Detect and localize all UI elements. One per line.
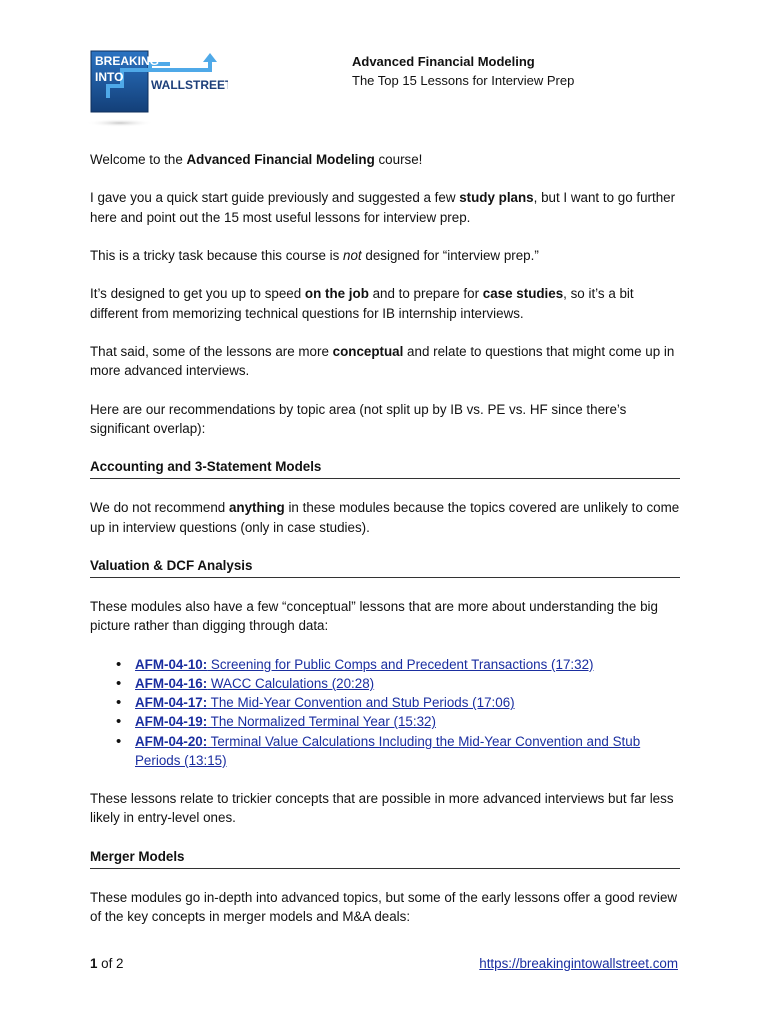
document-subtitle: The Top 15 Lessons for Interview Prep (352, 73, 575, 88)
paragraph-tricky-task: This is a tricky task because this course is not designed for “interview prep.” (90, 247, 539, 263)
paragraph-on-the-job: It’s designed to get you up to speed on the job and to prepare for case studies, so it’s a bit different from memorizing technical questions for IB internship interviews. (90, 286, 634, 321)
list-item (135, 674, 680, 693)
company-logo (88, 50, 228, 130)
paragraph-conceptual: That said, some of the lessons are more conceptual and relate to questions that might come up in more advanced interviews. (90, 343, 675, 379)
lesson-link-afm-04-20[interactable]: AFM-04-20: Terminal Value Calculations Including the Mid-Year Convention and Stub Periods (13:15) (135, 733, 641, 768)
logo-text-into: INTO (95, 70, 124, 84)
paragraph-merger-intro: These modules go in-depth into advanced topics, but some of the early lessons offer a good review of the key concepts in merger models and M&A deals: (90, 889, 678, 924)
paragraph-recommendations: Here are our recommendations by topic area (not split up by IB vs. PE vs. HF since there’s significant overlap): (90, 401, 627, 436)
lesson-link-list (90, 655, 680, 770)
paragraph-accounting: We do not recommend anything in these modules because the topics covered are unlikely to come up in interview questions (only in case studies). (90, 500, 680, 535)
paragraph-valuation-outro: These lessons relate to trickier concepts that are possible in more advanced interviews but far less likely in entry-level ones. (90, 790, 674, 826)
section-heading-valuation: Valuation & DCF Analysis (90, 556, 680, 578)
document-title: Advanced Financial Modeling (352, 54, 535, 69)
website-link[interactable]: https://breakingintowallstreet.com (479, 956, 678, 971)
list-item (135, 655, 680, 674)
list-item (135, 732, 680, 770)
logo-text-wallstreet: WALLSTREET (151, 78, 228, 92)
page-number: 1 of 2 (90, 956, 124, 971)
list-item (135, 712, 680, 731)
section-heading-accounting: Accounting and 3-Statement Models (90, 457, 680, 479)
paragraph-quick-start: I gave you a quick start guide previously and suggested a few study plans, but I want to go further here and point out the 15 most useful lessons for interview prep. (90, 190, 676, 225)
document-header (352, 52, 574, 90)
paragraph-valuation-intro: These modules also have a few “conceptual” lessons that are more about understanding the big picture rather than digging through data: (90, 599, 658, 634)
lesson-link-afm-04-16[interactable]: AFM-04-16: WACC Calculations (20:28) (135, 675, 375, 691)
list-item (135, 693, 680, 712)
logo-text-breaking: BREAKING (95, 54, 160, 68)
lesson-link-afm-04-10[interactable]: AFM-04-10: Screening for Public Comps and Precedent Transactions (17:32) (135, 656, 594, 672)
document-body (90, 150, 680, 945)
lesson-link-afm-04-17[interactable]: AFM-04-17: The Mid-Year Convention and Stub Periods (17:06) (135, 695, 515, 711)
section-heading-merger: Merger Models (90, 847, 680, 869)
lesson-link-afm-04-19[interactable]: AFM-04-19: The Normalized Terminal Year (15:32) (135, 714, 436, 730)
paragraph-welcome: Welcome to the Advanced Financial Modeling course! (90, 152, 423, 167)
